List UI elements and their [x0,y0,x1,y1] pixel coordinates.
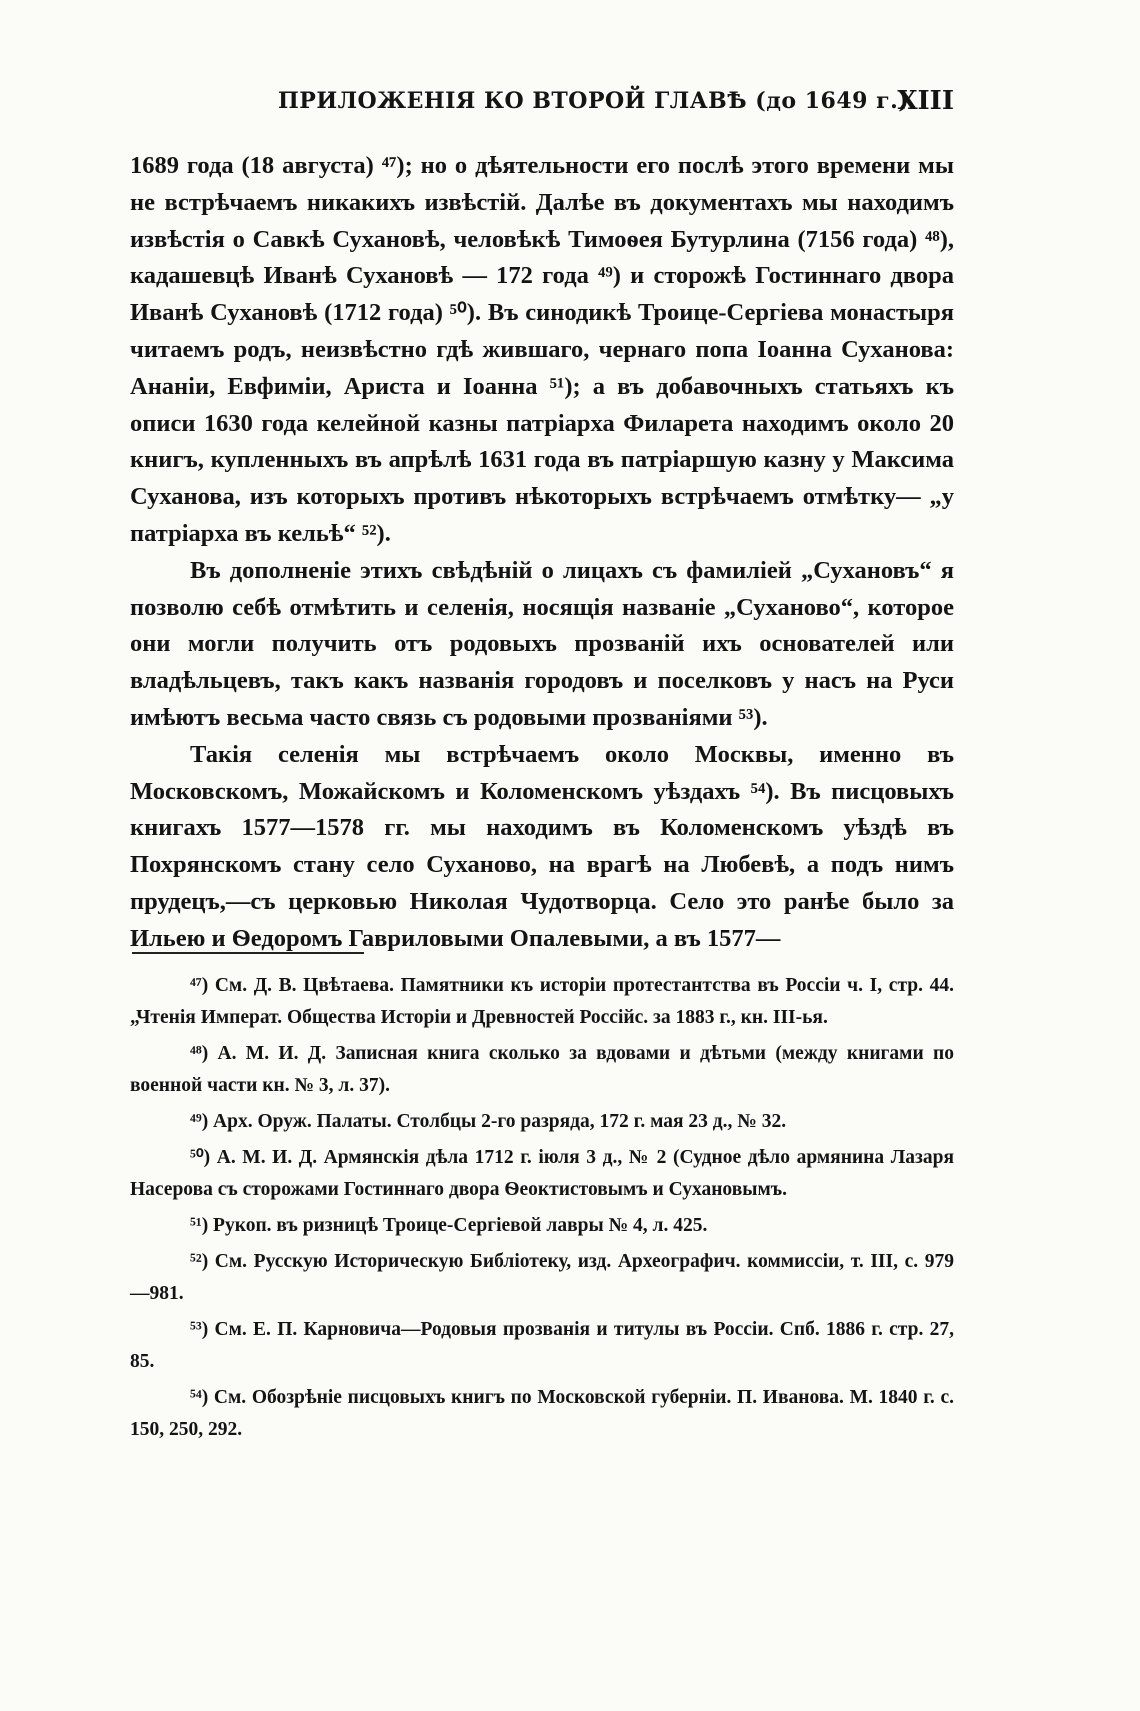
footnote-48: ⁴⁸) А. М. И. Д. Записная книга сколько за вдовами и дѣтьми (между книгами по военной части кн. № 3, л. 37). [130,1043,954,1096]
paragraph-1: 1689 года (18 августа) ⁴⁷); но о дѣятельности его послѣ этого времени мы не встрѣчаемъ никакихъ извѣстій. Далѣе въ документахъ мы находимъ извѣстія о Савкѣ Сухановѣ, человѣкѣ Тимоѳея Бутурлина (7156 года) ⁴⁸), кадашевцѣ Иванѣ Сухановѣ — 172 года ⁴⁹) и сторожѣ Гостиннаго двора Иванѣ Сухановѣ (1712 года) ⁵⁰). Въ синодикѣ Троице-Сергіева монастыря читаемъ родъ, неизвѣстно гдѣ жившаго, чернаго попа Іоанна Суханова: Ананіи, Евфиміи, Ариста и Іоанна ⁵¹); а въ добавочныхъ статьяхъ къ описи 1630 года келейной казны патріарха Филарета находимъ около 20 книгъ, купленныхъ въ апрѣлѣ 1631 года въ патріаршую казну у Максима Суханова, изъ которыхъ противъ нѣкоторыхъ встрѣчаемъ отмѣтку— „у патріарха въ кельѣ“ ⁵²). [130,152,954,547]
page-number: XIII [897,86,954,116]
running-title: ПРИЛОЖЕНІЯ КО ВТОРОЙ ГЛАВѢ (до 1649 г.) [278,88,910,114]
footnote-54: ⁵⁴) См. Обозрѣніе писцовыхъ книгъ по Московской губерніи. П. Иванова. М. 1840 г. с. 150, 250, 292. [130,1387,954,1440]
paragraph-2: Въ дополненіе этихъ свѣдѣній о лицахъ съ фамиліей „Сухановъ“ я позволю себѣ отмѣтить и селенія, носящія названіе „Суханово“, которое они могли получить отъ родовыхъ прозваній ихъ основателей или владѣльцевъ, такъ какъ названія городовъ и поселковъ у насъ на Руси имѣютъ весьма часто связь съ родовыми прозваніями ⁵³). [130,556,954,731]
main-text [130,148,954,958]
footnote-50: ⁵⁰) А. М. И. Д. Армянскія дѣла 1712 г. іюля 3 д., № 2 (Судное дѣло армянина Лазаря Насерова съ сторожами Гостиннаго двора Ѳеоктистовымъ и Сухановымъ. [130,1147,954,1200]
footnote-53: ⁵³) См. Е. П. Карновича—Родовыя прозванія и титулы въ Россіи. Спб. 1886 г. стр. 27, 85. [130,1319,954,1372]
footnotes [130,970,954,1450]
footnote-51: ⁵¹) Рукоп. въ ризницѣ Троице-Сергіевой лавры № 4, л. 425. [190,1215,708,1236]
paragraph-3: Такія селенія мы встрѣчаемъ около Москвы, именно въ Московскомъ, Можайскомъ и Коломенскомъ уѣздахъ ⁵⁴). Въ писцовыхъ книгахъ 1577—1578 гг. мы находимъ въ Коломенскомъ уѣздѣ въ Похрянскомъ стану село Суханово, на врагѣ на Любевѣ, а подъ нимъ прудецъ,—съ церковью Николая Чудотворца. Село это ранѣе было за Ильею и Ѳедоромъ Гавриловыми Опалевыми, а въ 1577— [130,740,954,952]
footnote-52: ⁵²) См. Русскую Историческую Библіотеку, изд. Археографич. коммиссіи, т. III, с. 979—981. [130,1251,954,1304]
footnote-49: ⁴⁹) Арх. Оруж. Палаты. Столбцы 2-го разряда, 172 г. мая 23 д., № 32. [190,1111,787,1132]
footnote-47: ⁴⁷) См. Д. В. Цвѣтаева. Памятники къ исторіи протестантства въ Россіи ч. I, стр. 44. „Чтенія Императ. Общества Исторіи и Древностей Россійс. за 1883 г., кн. III-ья. [130,975,954,1028]
footnote-separator [132,952,364,954]
page-header [128,88,954,128]
